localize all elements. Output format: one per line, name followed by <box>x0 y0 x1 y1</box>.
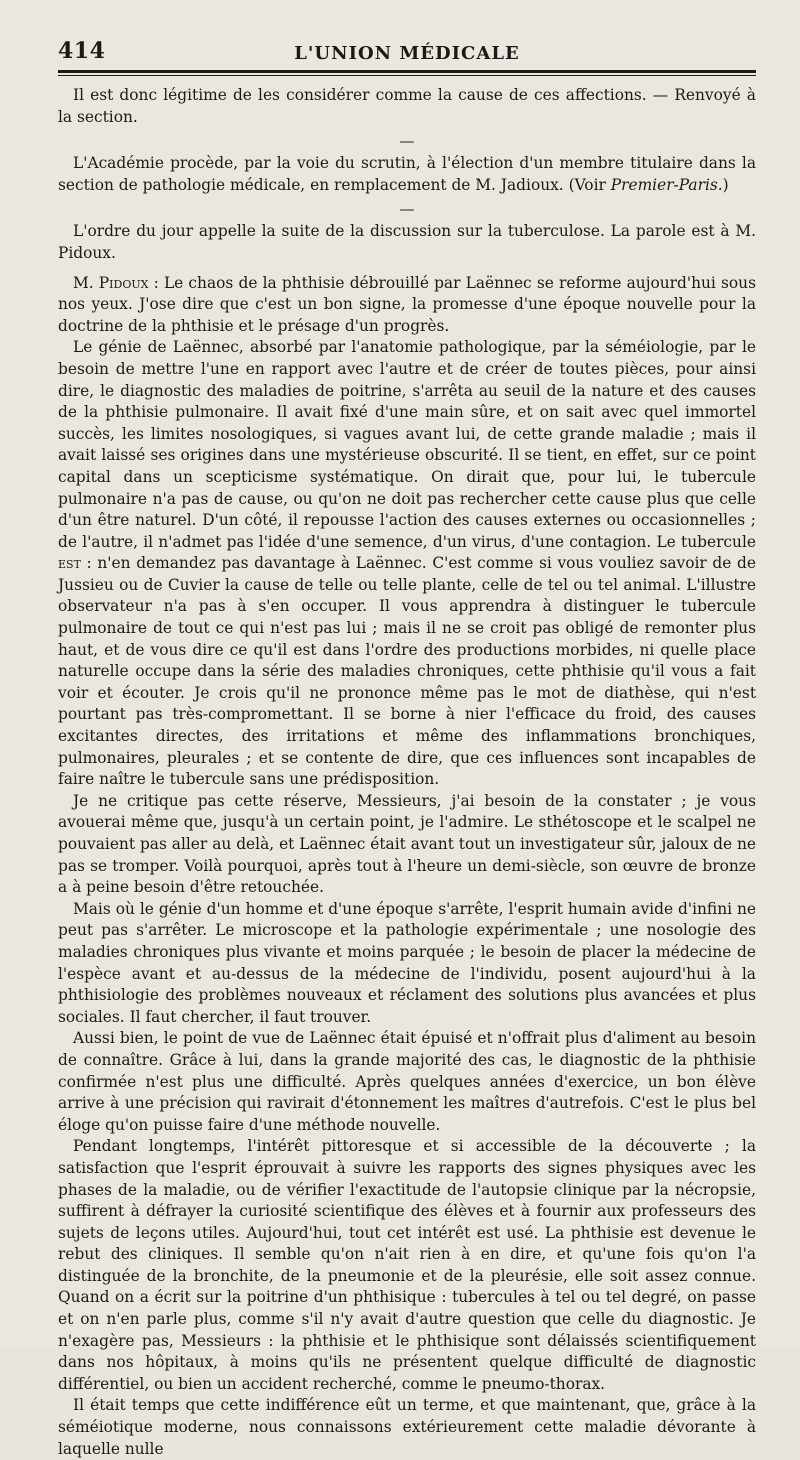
paragraph: L'Académie procède, par la voie du scrutin, à l'élection d'un membre titulaire dans la section de pathologie médicale, en remplacement de M. Jadioux. (Voir Premier-Paris.) <box>58 154 756 194</box>
paragraph: Il était temps que cette indifférence eût un terme, et que maintenant, que, grâce à la séméiotique moderne, nous connaissons extérieurement cette maladie dévorante à laquelle nulle <box>58 1396 756 1458</box>
page-number: 414 <box>58 38 106 64</box>
paragraph: Mais où le génie d'un homme et d'une époque s'arrête, l'esprit humain avide d'infini ne peut pas s'arrêter. Le microscope et la pathologie expérimentale ; une nosologie des maladies chroniques plus vivante et moins parquée ; le besoin de placer la médecine de l'espèce avant et au-dessus de la médecine de l'individu, posent aujourd'hui à la phthisiologie des problèmes nouveaux et réclament des solutions plus avancées et plus sociales. Il faut chercher, il faut trouver. <box>58 899 756 1026</box>
cross-reference: Premier-Paris. <box>610 175 723 194</box>
section-separator: — <box>399 200 415 219</box>
running-title: L'UNION MÉDICALE <box>294 43 520 64</box>
header-rule <box>58 70 756 76</box>
paragraph: Le génie de Laënnec, absorbé par l'anatomie pathologique, par la séméiologie, par le besoin de mettre l'une en rapport avec l'autre et de créer de toutes pièces, pour ainsi dire, le diagnostic des maladies de poitrine, s'arrêta au seuil de la nature et des causes de la phthisie pulmonaire. Il avait fixé d'une main sûre, et on sait avec quel immortel succès, les limites nosologiques, si vagues avant lui, de cette grande maladie ; mais il avait laissé ses origines dans une mystérieuse obscurité. Il se tient, en effet, sur ce point capital dans un scepticisme systématique. On dirait que, pour lui, le tubercule pulmonaire n'a pas de cause, ou qu'on ne doit pas rechercher cette cause plus que celle d'un être naturel. D'un côté, il repousse l'action des causes externes ou occasionnelles ; de l'autre, il n'admet pas l'idée d'une semence, d'un virus, d'une contagion. Le tubercule est : n'en demandez pas davantage à Laënnec. C'est comme si vous vouliez savoir de de Jussieu ou de Cuvier la cause de telle ou telle plante, celle de tel ou tel animal. L'illustre observateur n'a pas à s'en occuper. Il vous apprendra à distinguer le tubercule pulmonaire de tout ce qui n'est pas lui ; mais il ne se croit pas obligé de remonter plus haut, et de vous dire ce qu'il est dans l'ordre des productions morbides, ni quelle place naturelle occupe dans la série des maladies chroniques, cette phthisie qu'il vous a fait voir et écouter. Je crois qu'il ne prononce même pas le mot de diathèse, qui n'est pourtant pas très-compromettant. Il se borne à nier l'efficace du froid, des causes excitantes directes, des irritations et même des inflammations bronchiques, pulmonaires, pleurales ; et se contente de dire, que ces influences sont incapables de faire naître le tubercule sans une prédisposition. <box>58 338 756 789</box>
paragraph: Il est donc légitime de les considérer comme la cause de ces affections. — Renvoyé à la section. <box>58 86 756 126</box>
paragraph: Je ne critique pas cette réserve, Messieurs, j'ai besoin de la constater ; je vous avouerai même que, jusqu'à un certain point, je l'admire. Le sthétoscope et le scalpel ne pouvaient pas aller au delà, et Laënnec était avant tout un investigateur sûr, jaloux de ne pas se tromper. Voilà pourquoi, après tout à l'heure un demi-siècle, son œuvre de bronze a à peine besoin d'être retouchée. <box>58 791 756 897</box>
paragraph: Aussi bien, le point de vue de Laënnec était épuisé et n'offrait plus d'aliment au besoin de connaître. Grâce à lui, dans la grande majorité des cas, le diagnostic de la phthisie confirmée n'est plus une difficulté. Après quelques années d'exercice, un bon élève arrive à une précision qui ravirait d'étonnement les maîtres d'autrefois. C'est le plus bel éloge qu'on puisse faire d'une méthode nouvelle. <box>58 1029 756 1134</box>
paragraph: Pendant longtemps, l'intérêt pittoresque et si accessible de la découverte ; la satisfaction que l'esprit éprouvait à suivre les rapports des signes physiques avec les phases de la maladie, ou de vérifier l'exactitude de l'autopsie clinique par la nécropsie, suffirent à défrayer la curiosité scientifique des élèves et à fournir aux professeurs des sujets de leçons utiles. Aujourd'hui, tout cet intérêt est usé. La phthisie est devenue le rebut des cliniques. Il semble qu'on n'ait rien à en dire, et qu'une fois qu'on l'a distinguée de la bronchite, de la pneumonie et de la pleurésie, elle soit assez connue. Quand on a écrit sur la poitrine d'un phthisique : tubercules à tel ou tel degré, on passe et on n'en parle plus, comme s'il n'y avait d'autre question que celle du diagnostic. Je n'exagère pas, Messieurs : la phthisie et le phthisique sont délaissés scientifiquement dans nos hôpitaux, à moins qu'ils ne présentent quelque difficulté de diagnostic différentiel, ou bien un accident recherché, comme le pneumo-thorax. <box>58 1137 756 1393</box>
paragraph: L'ordre du jour appelle la suite de la discussion sur la tuberculose. La parole est à M. Pidoux. <box>58 222 756 262</box>
emphasis: est <box>58 554 81 573</box>
page-header <box>58 30 756 64</box>
speaker-name: M. Pidoux <box>73 273 149 292</box>
paragraph: M. Pidoux : Le chaos de la phthisie débrouillé par Laënnec se reforme aujourd'hui sous nos yeux. J'ose dire que c'est un bon signe, la promesse d'une époque nouvelle pour la doctrine de la phthisie et le présage d'un progrès. <box>58 273 756 335</box>
article-body <box>58 85 756 1460</box>
section-separator: — <box>399 132 415 151</box>
